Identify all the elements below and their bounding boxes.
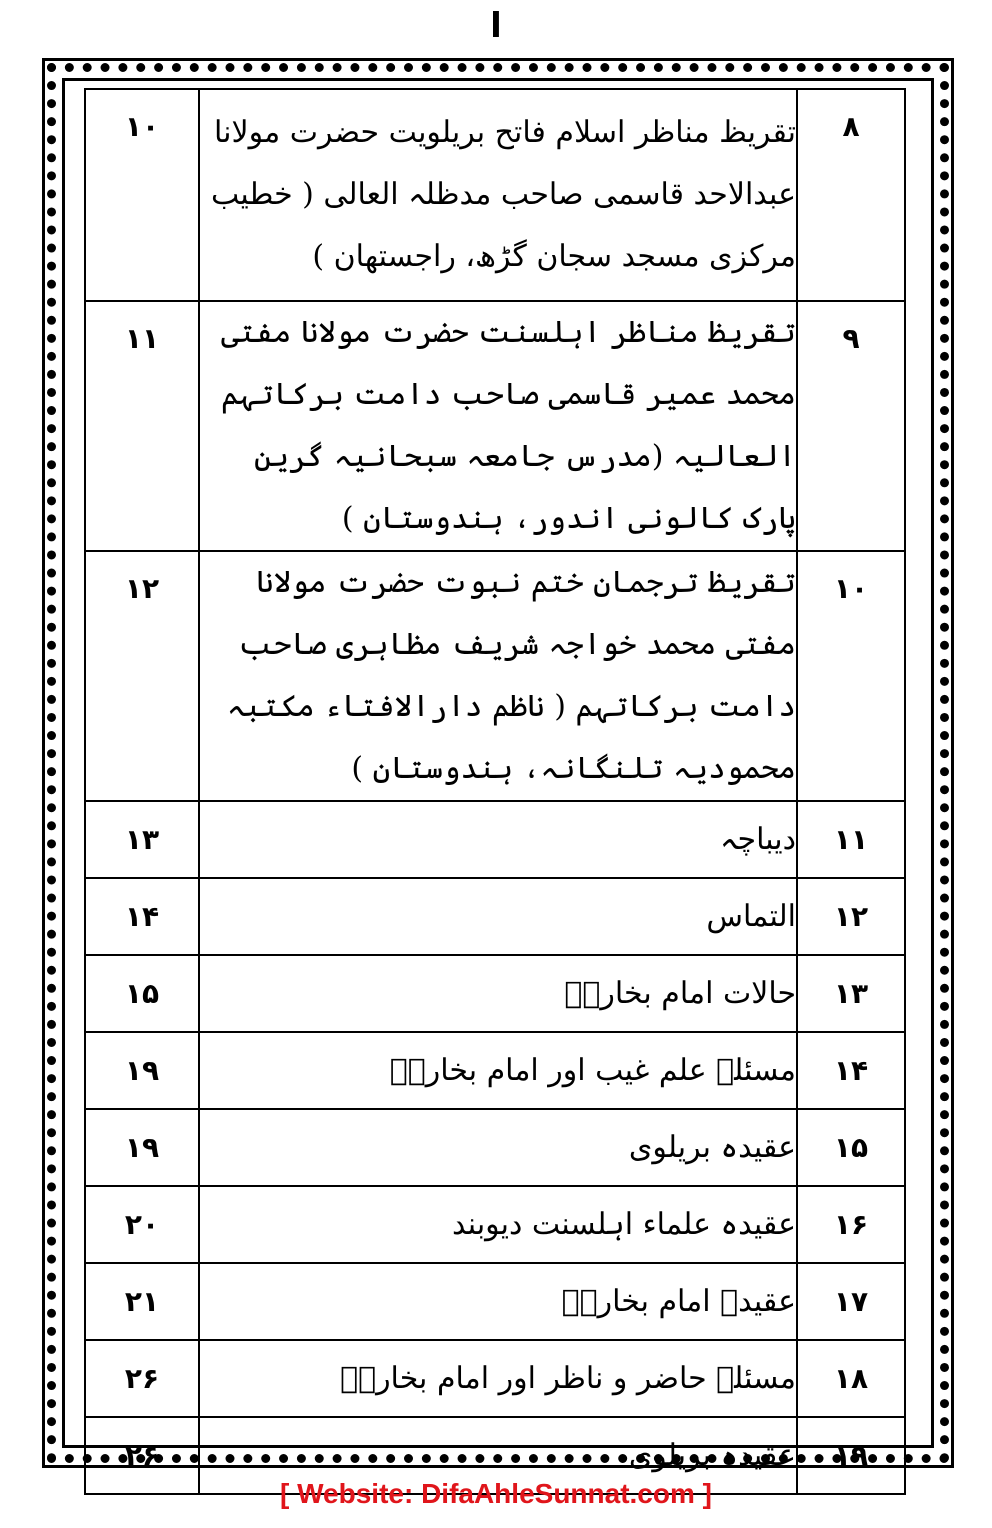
page-cell: ۱۹ [85, 1032, 199, 1109]
serial-cell: ۱۸ [797, 1340, 905, 1417]
title-cell: مسئلہ حاضر و ناظر اور امام بخاریؒ [199, 1340, 797, 1417]
page-cell: ۱۴ [85, 878, 199, 955]
page-cell: ۱۱ [85, 301, 199, 551]
page-cell: ۲۱ [85, 1263, 199, 1340]
serial-cell: ۱۵ [797, 1109, 905, 1186]
page-cell: ۱۹ [85, 1109, 199, 1186]
contents-table [84, 88, 906, 1495]
table-row [85, 955, 905, 1032]
page-cell: ۱۰ [85, 89, 199, 301]
title-cell: التماس [199, 878, 797, 955]
serial-cell: ۹ [797, 301, 905, 551]
serial-cell: ۱۶ [797, 1186, 905, 1263]
table-row [85, 801, 905, 878]
table-row [85, 1340, 905, 1417]
table-row [85, 89, 905, 301]
title-cell: مسئلہ علم غیب اور امام بخاریؒ [199, 1032, 797, 1109]
table-row [85, 1109, 905, 1186]
page-cell: ۱۵ [85, 955, 199, 1032]
table-row [85, 1263, 905, 1340]
title-cell: عقیدہ امام بخاریؒ [199, 1263, 797, 1340]
website-footer: [ Website: DifaAhleSunnat.com ] [280, 1478, 712, 1509]
serial-cell: ۱۰ [797, 551, 905, 801]
table-row [85, 1032, 905, 1109]
table-row [85, 301, 905, 551]
title-cell: تقریظ مناظر اسلام فاتح بریلویت حضرت مولانا عبدالاحد قاسمی صاحب مدظلہ العالی ( خطیب مرکزی مسجد سجان گڑھ، راجستھان ) [199, 89, 797, 301]
serial-cell: ۱۲ [797, 878, 905, 955]
serial-cell: ۱۳ [797, 955, 905, 1032]
title-cell: عقیدہ بریلوی [199, 1417, 797, 1494]
page-cell: ۱۲ [85, 551, 199, 801]
title-cell: عقیدہ بریلوی [199, 1109, 797, 1186]
page-cell: ۲۰ [85, 1186, 199, 1263]
serial-cell: ۸ [797, 89, 905, 301]
table-row [85, 878, 905, 955]
page-cell: ۱۳ [85, 801, 199, 878]
title-cell: تقریظ ترجمان ختم نبوت حضرت مولانا مفتی محمد خواجہ شریف مظاہری صاحب دامت برکاتہم ( ناظم دارالافتاء مکتبہ محمودیہ تلنگانہ، ہندوستان ) [199, 551, 797, 801]
page-cell: ۲۶ [85, 1417, 199, 1494]
table-row [85, 1186, 905, 1263]
title-cell: عقیدہ علماء اہلسنت دیوبند [199, 1186, 797, 1263]
serial-cell: ۱۹ [797, 1417, 905, 1494]
title-cell: دیباچہ [199, 801, 797, 878]
title-cell: تقریظ مناظر اہلسنت حضرت مولانا مفتی محمد عمیر قاسمی صاحب دامت برکاتہم العالیہ (مدرس جامعہ سبحانیہ گرین پارک کالونی اندور، ہندوستان ) [199, 301, 797, 551]
serial-cell: ۱۱ [797, 801, 905, 878]
page-number: ا [490, 6, 502, 46]
title-cell: حالات امام بخاریؒ [199, 955, 797, 1032]
page-cell: ۲۶ [85, 1340, 199, 1417]
serial-cell: ۱۴ [797, 1032, 905, 1109]
table-row [85, 551, 905, 801]
table-of-contents [84, 88, 906, 1473]
serial-cell: ۱۷ [797, 1263, 905, 1340]
